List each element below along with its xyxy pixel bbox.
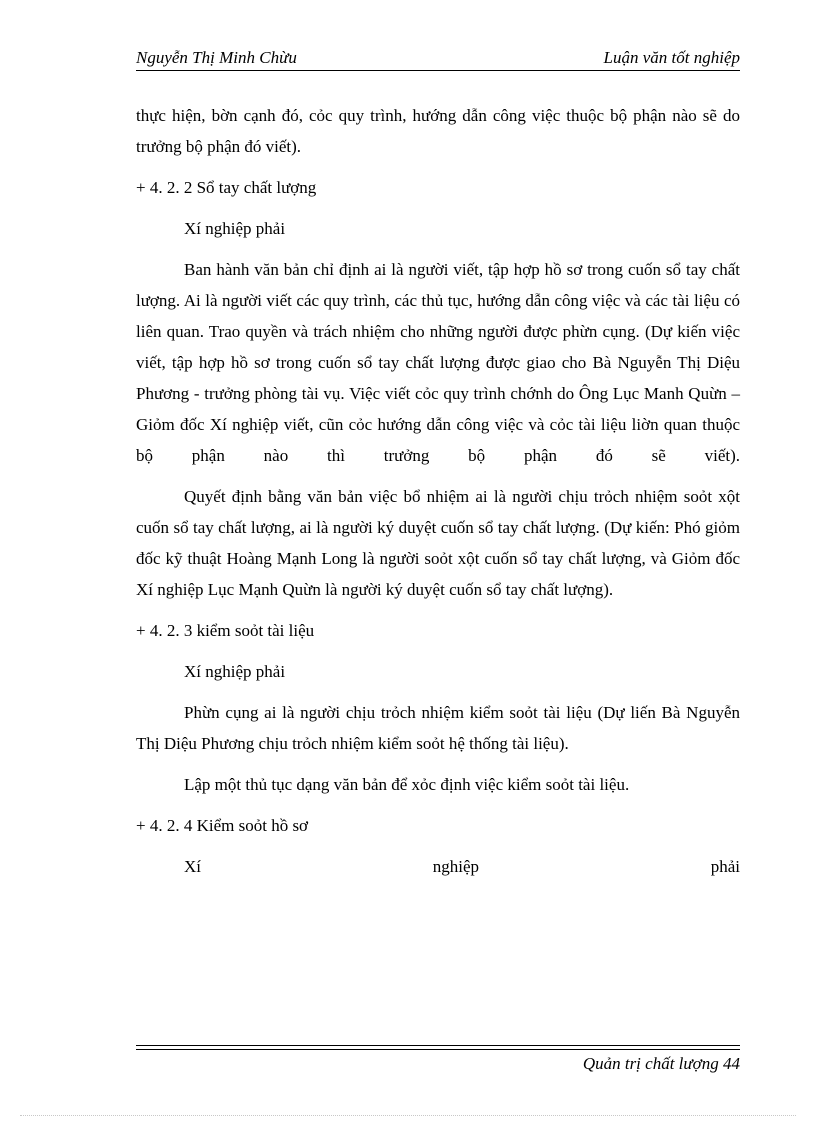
page-body (136, 100, 740, 882)
paragraph-ban-hanh: Ban hành văn bản chỉ định ai là người viết, tập hợp hồ sơ trong cuốn sổ tay chất lượng. Ai là người viết các quy trình, các thủ tục, hướng dẫn công việc và các tài liệu có liên quan. Trao quyền và trách nhiệm cho những người được phừn cụng. (Dự kiến việc viết, tập hợp hồ sơ trong cuốn sổ tay chất lượng được giao cho Bà Nguyễn Thị Diệu Phương - trưởng phòng tài vụ. Việc viết cỏc quy trình chớnh do Ông Lục Manh Quừn – Giỏm đốc Xí nghiệp viết, cũn cỏc hướng dẫn công việc và cỏc tài liệu liờn quan thuộc bộ phận nào thì trưởng bộ phận đó sẽ viết). (136, 260, 740, 465)
page-edge-dotted-line (20, 1115, 796, 1116)
section-heading-4-2-2: + 4. 2. 2 Sổ tay chất lượng (136, 178, 317, 197)
page-footer: Quản trị chất lượng 44 (582, 1054, 740, 1073)
section-heading-4-2-3: + 4. 2. 3 kiểm soỏt tài liệu (136, 621, 315, 640)
paragraph-phan-cong: Phừn cụng ai là người chịu trỏch nhiệm kiểm soỏt tài liệu (Dự liến Bà Nguyễn Thị Diệu Phương chịu trỏch nhiệm kiểm soỏt hệ thống tài liệu). (136, 703, 740, 753)
section-heading-4-2-4: + 4. 2. 4 Kiểm soỏt hồ sơ (136, 816, 309, 835)
header-author: Nguyễn Thị Minh Chừu (136, 48, 297, 67)
header-rule (136, 70, 740, 71)
paragraph-lap-thu-tuc: Lập một thủ tục dạng văn bản để xỏc định việc kiểm soỏt tài liệu. (184, 775, 630, 794)
footer-rule-1 (136, 1045, 740, 1046)
footer-rule-2 (136, 1049, 740, 1050)
header-document-type: Luận văn tốt nghiệp (603, 48, 740, 67)
paragraph-xi-nghiep-phai-2: Xí nghiệp phải (184, 662, 286, 681)
paragraph-continuation: thực hiện, bờn cạnh đó, cỏc quy trình, hướng dẫn công việc thuộc bộ phận nào sẽ do trưởng bộ phận đó viết). (136, 106, 740, 156)
page-header (136, 48, 740, 72)
paragraph-quyet-dinh: Quyết định bằng văn bản việc bổ nhiệm ai là người chịu trỏch nhiệm soỏt xột cuốn sổ tay chất lượng, ai là người ký duyệt cuốn sổ tay chất lượng. (Dự kiến: Phó giỏm đốc kỹ thuật Hoàng Mạnh Long là người soỏt xột cuốn sổ tay chất lượng, và Giỏm đốc Xí nghiệp Lục Mạnh Quừn là người ký duyệt cuốn sổ tay chất lượng). (136, 487, 740, 599)
paragraph-xi-nghiep-phai-3: Xí nghiệp phải (184, 857, 740, 876)
paragraph-xi-nghiep-phai-1: Xí nghiệp phải (184, 219, 286, 238)
